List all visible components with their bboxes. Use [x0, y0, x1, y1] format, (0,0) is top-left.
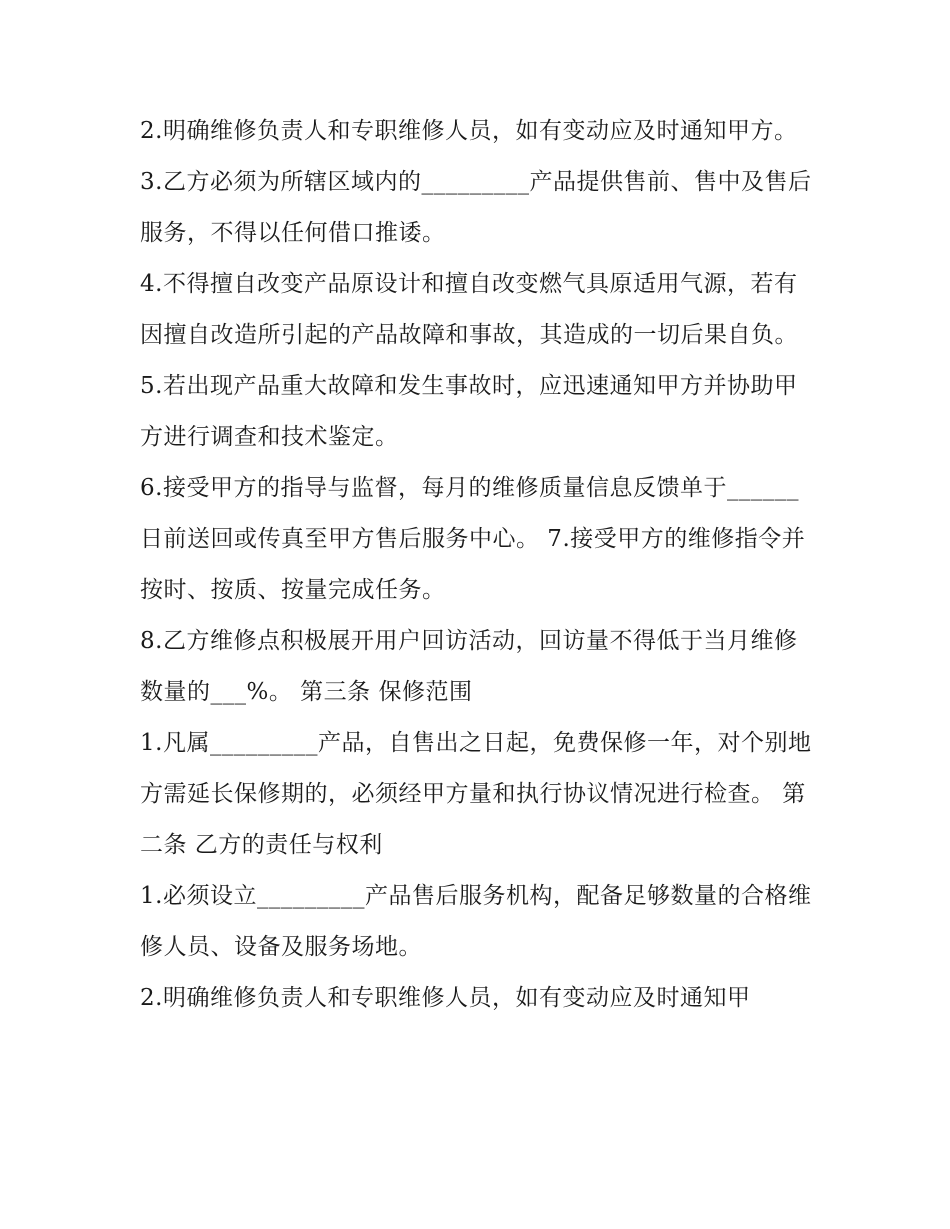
paragraph-3-service-scope: 3.乙方必须为所辖区域内的_________产品提供售前、售中及售后服务，不得以任何借口推诿。 — [140, 169, 812, 246]
paragraph-warranty-scope: 1.凡属_________产品，自售出之日起，免费保修一年，对个别地方需延长保修期的，必须经甲方量和执行协议情况进行检查。 第二条 乙方的责任与权利 — [140, 730, 812, 858]
paragraph-5-accident-notice: 5.若出现产品重大故障和发生事故时，应迅速通知甲方并协助甲方进行调查和技术鉴定。 — [140, 373, 798, 450]
paragraph-4-no-modification: 4.不得擅自改变产品原设计和擅自改变燃气具原适用气源，若有因擅自改造所引起的产品故障和事故，其造成的一切后果自负。 — [140, 271, 798, 348]
paragraph-8-user-visits: 8.乙方维修点积极展开用户回访活动，回访量不得低于当月维修数量的___%。 第三条 保修范围 — [140, 628, 798, 705]
paragraph-2-maintenance-staff: 2.明确维修负责人和专职维修人员，如有变动应及时通知甲方。 — [140, 118, 798, 144]
document-body — [140, 106, 820, 1024]
paragraph-1-service-org: 1.必须设立_________产品售后服务机构，配备足够数量的合格维修人员、设备及服务场地。 — [140, 883, 812, 960]
paragraph-6-7-supervision: 6.接受甲方的指导与监督，每月的维修质量信息反馈单于______日前送回或传真至甲方售后服务中心。 7.接受甲方的维修指令并按时、按质、按量完成任务。 — [140, 475, 806, 603]
paragraph-2-maintenance-staff-repeat: 2.明确维修负责人和专职维修人员，如有变动应及时通知甲 — [140, 985, 751, 1011]
